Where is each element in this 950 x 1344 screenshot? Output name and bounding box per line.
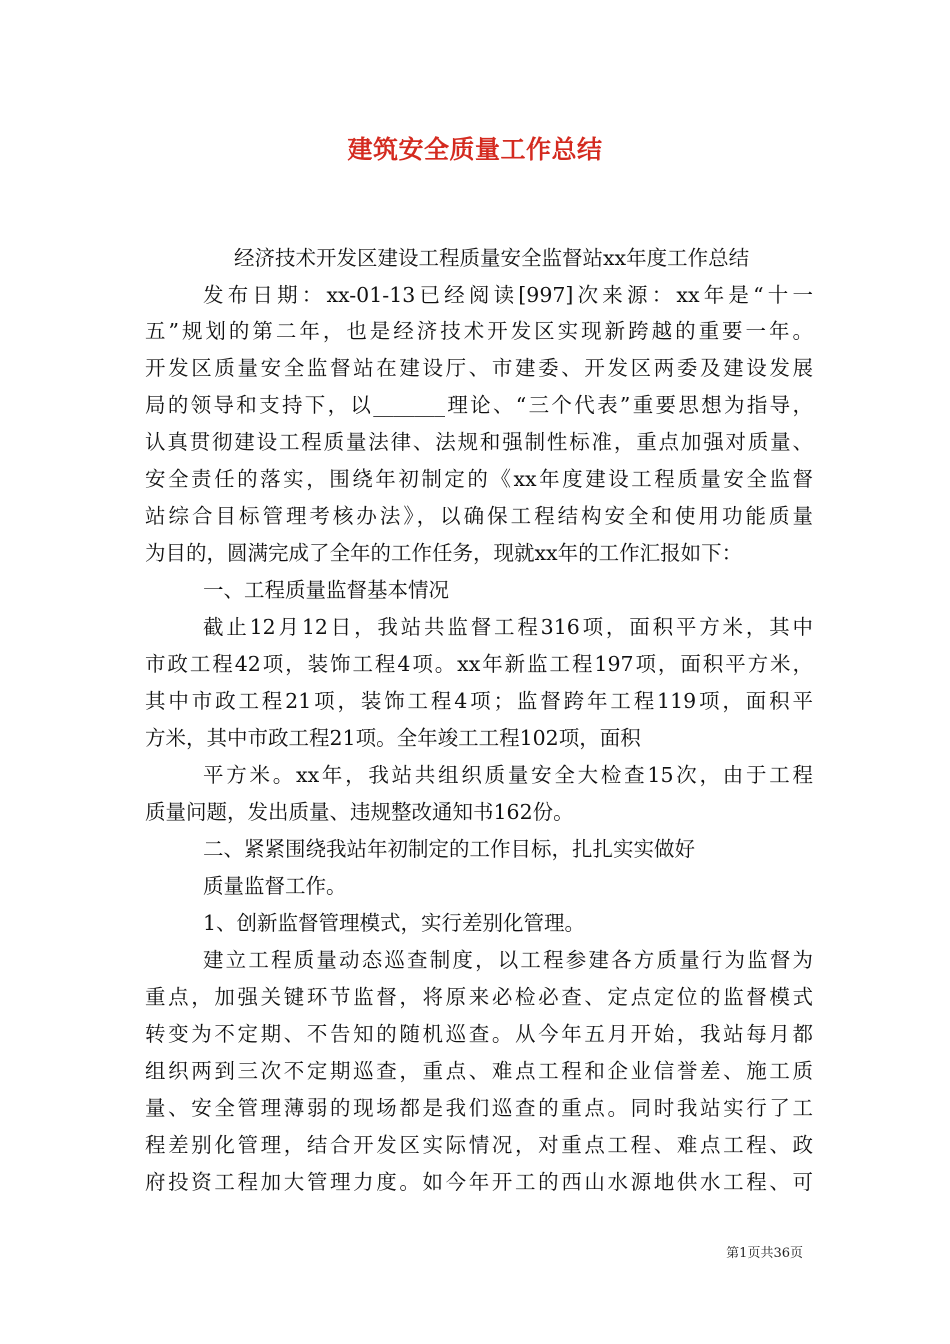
- body-line: 安全责任的落实，围绕年初制定的《xx年度建设工程质量安全监督: [145, 467, 813, 491]
- document-title: 建筑安全质量工作总结: [347, 135, 603, 164]
- body-line: 量、安全管理薄弱的现场都是我们巡查的重点。同时我站实行了工: [145, 1096, 813, 1120]
- section-heading: 二、紧紧围绕我站年初制定的工作目标，扎扎实实做好: [203, 837, 695, 861]
- body-line: 程差别化管理，结合开发区实际情况，对重点工程、难点工程、政: [145, 1133, 813, 1157]
- body-line: 重点，加强关键环节监督，将原来必检必查、定点定位的监督模式: [145, 985, 813, 1009]
- body-line: 五”规划的第二年，也是经济技术开发区实现新跨越的重要一年。: [145, 319, 813, 343]
- page-number: 第1页共36页: [726, 1246, 803, 1261]
- body-line: 开发区质量安全监督站在建设厅、市建委、开发区两委及建设发展: [145, 356, 813, 380]
- body-line: 组织两到三次不定期巡查，重点、难点工程和企业信誉差、施工质: [145, 1059, 813, 1083]
- body-line: 截止12月12日，我站共监督工程316项，面积平方米，其中: [203, 615, 813, 639]
- body-line: 经济技术开发区建设工程质量安全监督站xx年度工作总结: [234, 246, 750, 270]
- body-line: 府投资工程加大管理力度。如今年开工的西山水源地供水工程、可: [145, 1170, 813, 1194]
- body-line: 建立工程质量动态巡查制度，以工程参建各方质量行为监督为: [203, 948, 813, 972]
- body-line: 认真贯彻建设工程质量法律、法规和强制性标准，重点加强对质量、: [145, 430, 813, 454]
- body-line: 局的领导和支持下，以_______理论、“三个代表”重要思想为指导，: [145, 393, 813, 417]
- section-heading: 一、工程质量监督基本情况: [203, 578, 449, 602]
- body-line: 平方米。xx年，我站共组织质量安全大检查15次，由于工程: [203, 763, 813, 787]
- body-line: 站综合目标管理考核办法》，以确保工程结构安全和使用功能质量: [145, 504, 813, 528]
- body-line: 方米，其中市政工程21项。全年竣工工程102项，面积: [145, 726, 641, 750]
- body-line: 发布日期：xx-01-13已经阅读[997]次来源：xx年是“十一: [203, 283, 813, 307]
- subsection-heading: 1、创新监督管理模式，实行差别化管理。: [203, 911, 586, 935]
- body-line: 转变为不定期、不告知的随机巡查。从今年五月开始，我站每月都: [145, 1022, 813, 1046]
- body-line: 质量问题，发出质量、违规整改通知书162份。: [145, 800, 574, 824]
- body-line: 其中市政工程21项，装饰工程4项；监督跨年工程119项，面积平: [145, 689, 813, 713]
- section-heading: 质量监督工作。: [203, 874, 347, 898]
- body-line: 市政工程42项，装饰工程4项。xx年新监工程197项，面积平方米，: [145, 652, 813, 676]
- body-line: 为目的，圆满完成了全年的工作任务，现就xx年的工作汇报如下：: [145, 541, 743, 565]
